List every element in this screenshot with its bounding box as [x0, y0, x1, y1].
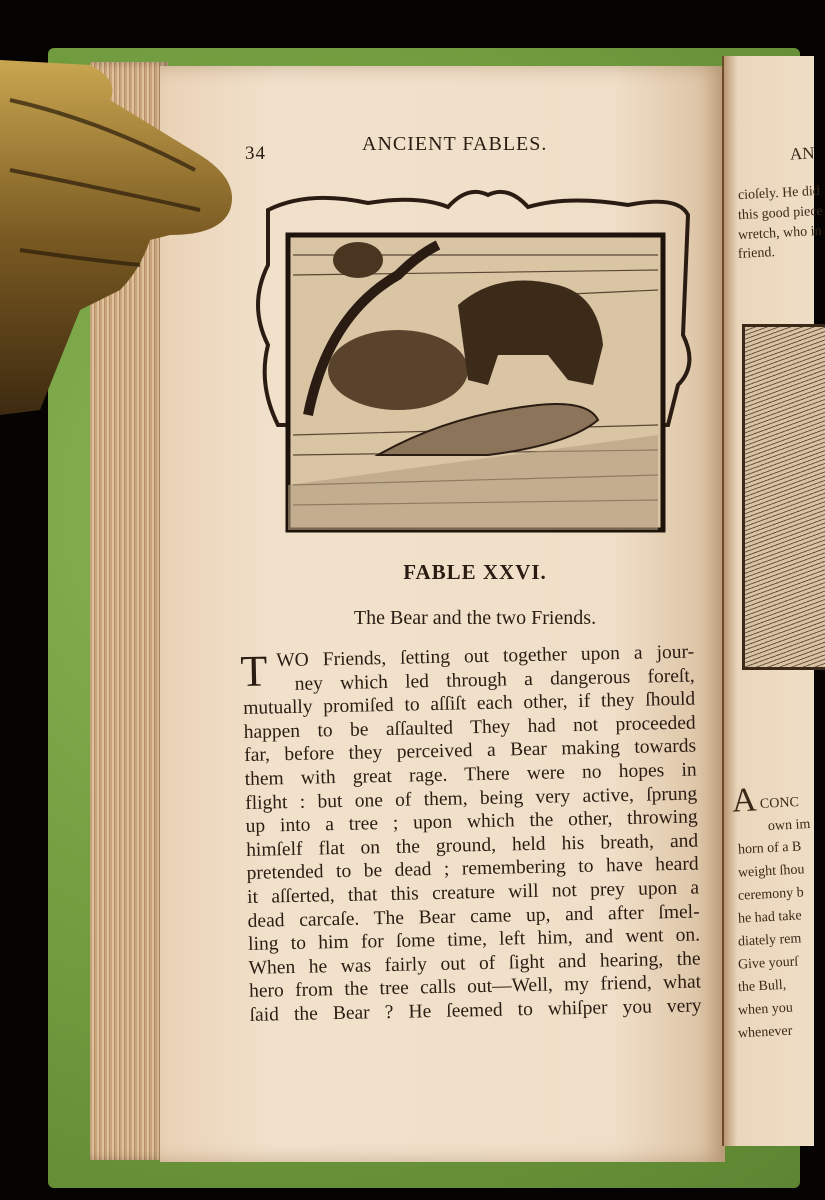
- right-line: own im: [767, 816, 811, 835]
- text-line: it aſſerted, that this creature will not prey upon a: [246, 877, 700, 908]
- text-line: himſelf flat on the ground, held his breath, and: [245, 830, 699, 861]
- text-line: happen to be aſſaulted They had not proceeded: [243, 712, 696, 743]
- brass-hand-page-holder: [0, 60, 240, 420]
- right-line: this good piece: [737, 203, 824, 224]
- right-line: horn of a B: [737, 839, 802, 858]
- text-line: far, before they perceived a Bear making towards: [243, 735, 697, 767]
- right-line: CONC: [759, 794, 800, 813]
- right-line: weight ſhou: [737, 862, 805, 881]
- text-line: mutually promiſed to aſſiſt each other, if they ſhould: [243, 688, 696, 720]
- right-line: Give yourſ: [737, 954, 799, 973]
- text-line: them with great rage. There were no hopes in: [244, 759, 697, 790]
- fable-text: [239, 641, 702, 1028]
- right-line: whenever: [737, 1023, 793, 1042]
- right-illustration: [742, 324, 825, 670]
- right-line: he had take: [737, 908, 803, 927]
- right-line: the Bull,: [737, 977, 787, 996]
- text-line: hero from the tree calls out—Well, my friend, what: [248, 971, 702, 1003]
- text-line: ſaid the Bear ? He ſeemed to whiſper you very: [249, 995, 702, 1026]
- page-number: 34: [245, 143, 266, 164]
- text-line: pretended to be dead ; remembering to have heard: [246, 853, 699, 885]
- woodcut-illustration: [248, 185, 698, 535]
- right-line: friend.: [737, 245, 776, 262]
- fable-title: The Bear and the two Friends.: [353, 607, 597, 629]
- right-page: [722, 56, 824, 1146]
- right-line: cioſely. He did: [737, 183, 821, 204]
- right-line: wretch, who in: [737, 223, 822, 244]
- text-line: When he was fairly out of ſight and hearing, the: [248, 948, 701, 979]
- right-line: ceremony b: [737, 885, 805, 904]
- text-line: ling to him for ſome time, left him, and went on.: [247, 924, 701, 956]
- right-running-head: AN: [789, 143, 816, 164]
- running-head: ANCIENT FABLES.: [362, 133, 548, 155]
- text-line: up into a tree ; upon which the other, throwing: [245, 806, 698, 838]
- text-line: flight : but one of them, being very active, ſprung: [244, 783, 698, 814]
- text-line: WO Friends, ſetting out together upon a jour-: [276, 641, 695, 672]
- right-drop-cap: A: [731, 781, 758, 820]
- drop-cap: T: [239, 646, 268, 697]
- text-line: ney which led through a dangerous foreſt,: [294, 665, 695, 695]
- right-line: diately rem: [737, 931, 802, 950]
- text-line: dead carcaſe. The Bear came up, and after ſmel-: [247, 901, 700, 932]
- right-line: when you: [737, 1000, 794, 1019]
- fable-number: FABLE XXVI.: [403, 560, 547, 584]
